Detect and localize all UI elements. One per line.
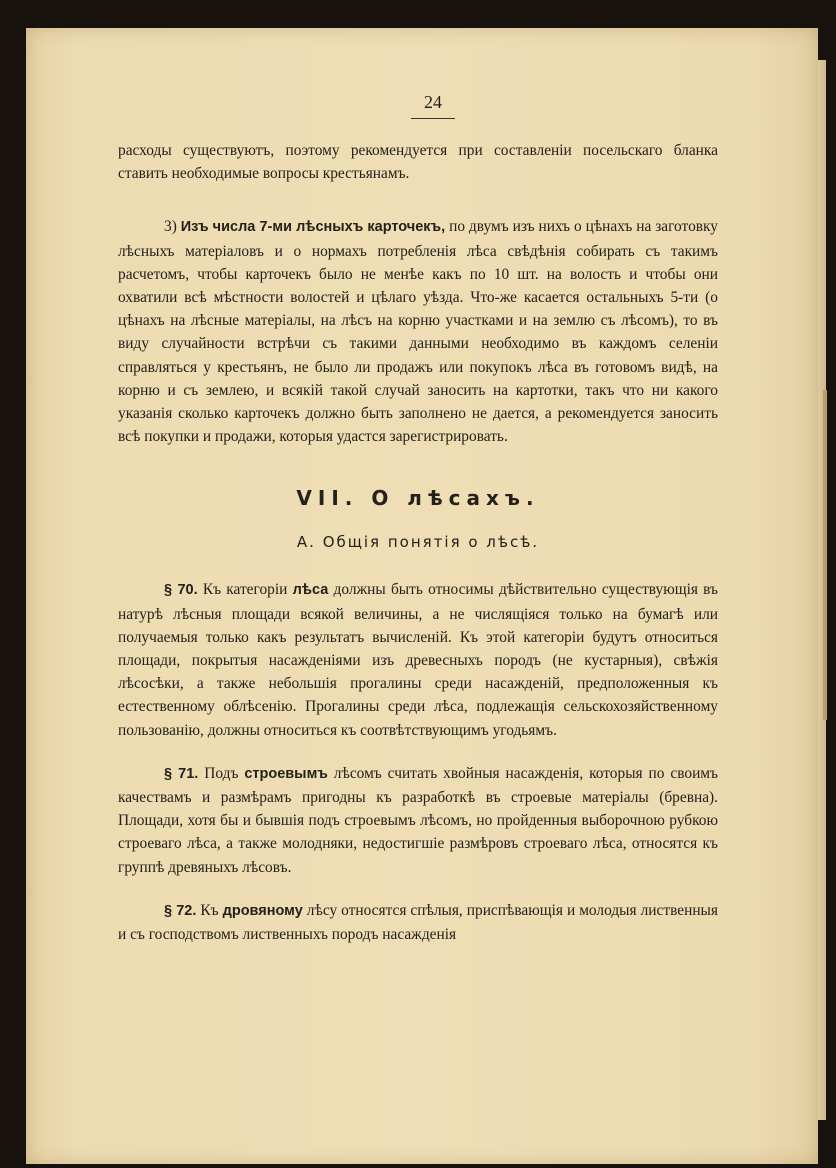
paragraph-72-term: дровяному [222, 902, 303, 919]
item-3-marker: 3) [164, 218, 177, 236]
continued-paragraph: расходы существуютъ, поэтому рекомендуется при составленіи посельскаго бланка ставить необходимые вопросы крестьянамъ. [118, 142, 718, 183]
item-3-text: по двумъ изъ нихъ о цѣнахъ на заготовку лѣсныхъ матеріаловъ и о нормахъ потребленія лѣса свѣдѣнія собирать съ такимъ расчетомъ, чтобы карточекъ было не менѣе какъ по 10 шт. на волость и чтобы они охватили всѣ мѣстности волостей и цѣлаго уѣзда. Что-же касается остальныхъ 5-ти (о цѣнахъ на лѣсные матеріалы, на лѣсъ на корню участками и на землю съ лѣсомъ), то въ виду случайности встрѣчи съ такими данными необходимо въ каждомъ селеніи справляться у крестьянъ, не было ли продажъ или покупокъ лѣса въ готовомъ видѣ, на корню и съ землею, и всякій такой случай заносить на картотки, такъ что ни какого указанія сколько карточекъ должно быть заполнено не дается, а рекомендуется заносить всѣ покупки и продажи, которыя удастся зарегистрировать. [118, 218, 718, 446]
paragraph-71-term: строевымъ [244, 765, 328, 782]
page-content [118, 90, 718, 946]
item-3-lead: Изъ числа 7-ми лѣсныхъ карточекъ, [180, 219, 446, 236]
section-heading: А. Общія понятія о лѣсѣ. [296, 533, 540, 552]
paragraph-70-term: лѣса [292, 582, 329, 599]
page-number: 24 [424, 92, 442, 112]
paragraph-71-number: § 71. [164, 765, 199, 782]
paragraph-gap [118, 879, 718, 899]
paragraph-70-pre: Къ категоріи [202, 581, 288, 599]
paragraph-70 [118, 578, 718, 741]
paragraph-gap [118, 742, 718, 762]
paragraph-71-pre: Подъ [204, 764, 239, 782]
paragraph-72-pre: Къ [200, 901, 219, 919]
chapter-heading: VII. О лѣсахъ. [296, 486, 540, 511]
page-number-rule [411, 118, 455, 119]
item-3-paragraph [118, 215, 718, 448]
paragraph-70-text: должны быть относимы дѣйствительно существующія въ натурѣ лѣсныя площади всякой величины, а не числящіяся только на бумагѣ или получаемыя только какъ результатъ вычисленій. Къ этой категоріи будутъ относиться площади, покрытыя насажденіями изъ древесныхъ породъ (не кустарныя), свѣжія лѣсосѣки, а также небольшія прогалины среди насажденій, предположенныя къ естественному облѣсенію. Прогалины среди лѣса, подлежащія сельскохозяйственному пользованію, должны относиться къ соотвѣтствующимъ угодьямъ. [118, 581, 718, 739]
paragraph-70-number: § 70. [164, 582, 198, 599]
paragraph-72-number: § 72. [164, 902, 197, 919]
paragraph-71-text: лѣсомъ считать хвойныя насажденія, которыя по своимъ качествамъ и размѣрамъ пригодны къ разработкѣ въ строевые матеріалы (бревна). Площади, хотя бы и бывшія подъ строевымъ лѣсомъ, но пройденныя выборочною рубкою строеваго лѣса, а также молодняки, недостигшіе размѣровъ строеваго лѣса, относятся къ группѣ древяныхъ лѣсовъ. [118, 764, 718, 876]
binding-mark [823, 390, 827, 720]
paragraph-72 [118, 899, 718, 946]
paragraph-71 [118, 762, 718, 879]
paragraph-72-text: лѣсу относятся спѣлыя, приспѣвающія и молодыя лиственныя и съ господствомъ лиственныхъ породъ насажденія [118, 901, 718, 944]
